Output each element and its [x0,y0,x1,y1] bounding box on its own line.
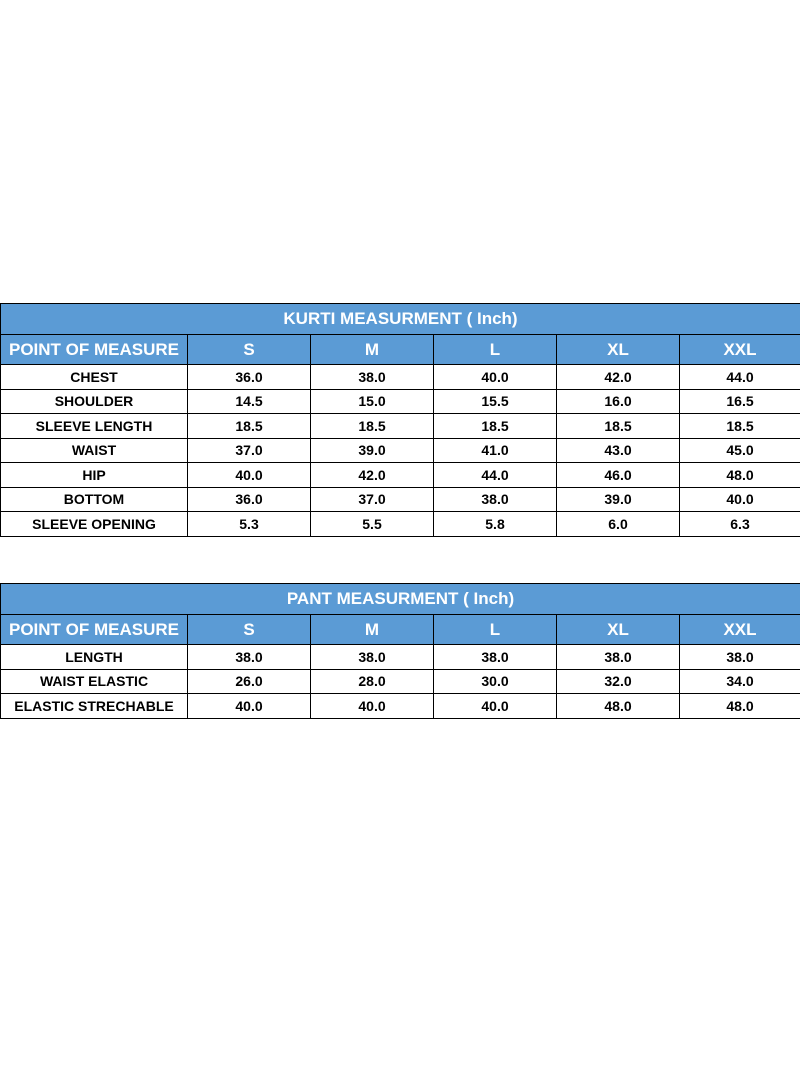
cell-m: 37.0 [311,487,434,512]
cell-xxl: 48.0 [680,694,800,719]
column-header-m: M [311,615,434,645]
table-header-row [1,615,800,645]
cell-xxl: 34.0 [680,669,800,694]
column-header-m: M [311,335,434,365]
cell-l: 41.0 [434,438,557,463]
row-label: SHOULDER [1,389,188,414]
cell-xxl: 6.3 [680,512,800,537]
cell-xl: 6.0 [557,512,680,537]
cell-xl: 18.5 [557,414,680,439]
cell-xl: 43.0 [557,438,680,463]
cell-xxl: 44.0 [680,365,800,390]
row-label: WAIST [1,438,188,463]
cell-xxl: 48.0 [680,463,800,488]
table-row-waist-elastic [1,669,800,694]
table-row-hip [1,463,800,488]
cell-s: 36.0 [188,365,311,390]
cell-s: 38.0 [188,645,311,670]
cell-l: 38.0 [434,645,557,670]
cell-s: 36.0 [188,487,311,512]
table-row-sleeve-length [1,414,800,439]
cell-xl: 46.0 [557,463,680,488]
kurti-table-title: KURTI MEASURMENT ( Inch) [1,304,800,335]
column-header-xxl: XXL [680,615,800,645]
table-title-row [1,584,800,615]
table-row-bottom [1,487,800,512]
column-header-point-of-measure: POINT OF MEASURE [1,335,188,365]
table-title-row [1,304,800,335]
column-header-xl: XL [557,335,680,365]
pant-table-title: PANT MEASURMENT ( Inch) [1,584,800,615]
row-label: HIP [1,463,188,488]
row-label: LENGTH [1,645,188,670]
cell-xl: 48.0 [557,694,680,719]
pant-measurement-table [0,583,800,719]
column-header-s: S [188,335,311,365]
cell-m: 15.0 [311,389,434,414]
cell-s: 37.0 [188,438,311,463]
cell-xl: 32.0 [557,669,680,694]
table-row-chest [1,365,800,390]
row-label: BOTTOM [1,487,188,512]
cell-s: 26.0 [188,669,311,694]
cell-l: 30.0 [434,669,557,694]
row-label: WAIST ELASTIC [1,669,188,694]
cell-s: 18.5 [188,414,311,439]
row-label: ELASTIC STRECHABLE [1,694,188,719]
column-header-l: L [434,335,557,365]
table-row-sleeve-opening [1,512,800,537]
cell-m: 5.5 [311,512,434,537]
row-label: CHEST [1,365,188,390]
cell-m: 39.0 [311,438,434,463]
cell-xxl: 16.5 [680,389,800,414]
column-header-xxl: XXL [680,335,800,365]
cell-s: 14.5 [188,389,311,414]
cell-m: 42.0 [311,463,434,488]
cell-s: 40.0 [188,694,311,719]
cell-s: 5.3 [188,512,311,537]
cell-m: 38.0 [311,365,434,390]
cell-xl: 42.0 [557,365,680,390]
cell-xl: 38.0 [557,645,680,670]
cell-l: 15.5 [434,389,557,414]
cell-l: 38.0 [434,487,557,512]
table-row-shoulder [1,389,800,414]
cell-xxl: 18.5 [680,414,800,439]
cell-l: 18.5 [434,414,557,439]
cell-xxl: 38.0 [680,645,800,670]
cell-m: 18.5 [311,414,434,439]
cell-xl: 39.0 [557,487,680,512]
cell-xxl: 45.0 [680,438,800,463]
kurti-measurement-table [0,303,800,537]
row-label: SLEEVE LENGTH [1,414,188,439]
cell-l: 40.0 [434,365,557,390]
table-row-length [1,645,800,670]
cell-m: 40.0 [311,694,434,719]
cell-l: 44.0 [434,463,557,488]
cell-l: 5.8 [434,512,557,537]
column-header-l: L [434,615,557,645]
row-label: SLEEVE OPENING [1,512,188,537]
cell-s: 40.0 [188,463,311,488]
cell-m: 28.0 [311,669,434,694]
table-row-elastic-strechable [1,694,800,719]
cell-xl: 16.0 [557,389,680,414]
table-row-waist [1,438,800,463]
cell-m: 38.0 [311,645,434,670]
column-header-xl: XL [557,615,680,645]
table-header-row [1,335,800,365]
cell-l: 40.0 [434,694,557,719]
cell-xxl: 40.0 [680,487,800,512]
column-header-point-of-measure: POINT OF MEASURE [1,615,188,645]
column-header-s: S [188,615,311,645]
